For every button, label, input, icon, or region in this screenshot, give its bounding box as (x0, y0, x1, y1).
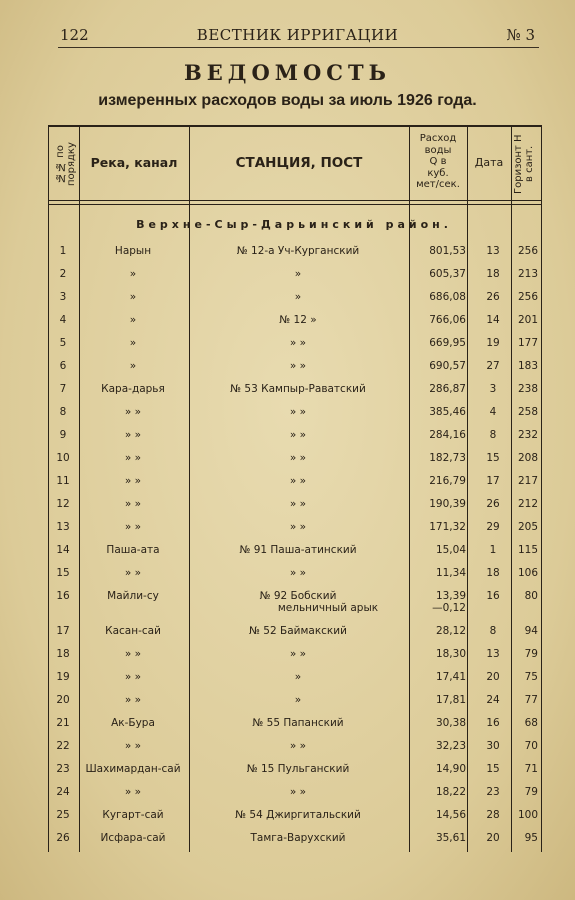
table-row (48, 539, 540, 562)
row-horizon: 68 (524, 717, 538, 729)
row-number: 15 (56, 567, 70, 579)
row-river: Шахимардан-сай (85, 763, 181, 775)
row-river: » » (124, 498, 142, 510)
row-discharge: 182,73 (429, 452, 466, 464)
row-number: 13 (56, 521, 70, 533)
row-station: » (294, 268, 302, 280)
header-station: СТАНЦИЯ, ПОСТ (235, 155, 363, 171)
table-row (48, 620, 540, 643)
row-date: 15 (486, 763, 500, 775)
row-station: № 53 Кампыр-Раватский (230, 383, 366, 395)
row-horizon: 201 (517, 314, 538, 326)
row-number: 11 (56, 475, 70, 487)
row-number: 9 (59, 429, 67, 441)
row-discharge: 801,53 (429, 245, 466, 257)
row-horizon: 256 (517, 245, 538, 257)
row-date: 26 (486, 291, 500, 303)
row-horizon: 70 (524, 740, 538, 752)
header-divider (49, 200, 541, 201)
row-station: » » (289, 475, 307, 487)
row-number: 8 (59, 406, 67, 418)
header-discharge-line: Расход (419, 133, 457, 144)
header-discharge (409, 133, 467, 191)
header-horizon: Горизонт Н в сант. (513, 134, 535, 194)
row-station: » » (289, 360, 307, 372)
row-discharge-line: —0,12 (432, 602, 466, 614)
table-row (48, 666, 540, 689)
header-river: Река, канал (90, 155, 178, 170)
row-horizon: 256 (517, 291, 538, 303)
row-horizon: 106 (517, 567, 538, 579)
row-number: 2 (59, 268, 67, 280)
row-discharge: 11,34 (435, 567, 466, 579)
row-river: Майли-су (107, 590, 159, 602)
row-number: 12 (56, 498, 70, 510)
header-discharge-line: куб. (427, 167, 449, 179)
row-number: 24 (56, 786, 70, 798)
row-number: 26 (56, 832, 70, 844)
row-river: » » (124, 786, 142, 798)
row-horizon: 75 (524, 671, 538, 683)
row-date: 16 (486, 717, 500, 729)
district-heading: Верхне-Сыр-Дарьинский район. (136, 218, 452, 231)
row-river: Кара-дарья (101, 383, 165, 395)
header-num: №№ по порядку (55, 142, 77, 186)
row-river: » (129, 360, 137, 372)
row-date: 30 (486, 740, 500, 752)
row-station-line: мельничный арык (277, 602, 379, 614)
row-station: № 52 Баймакский (249, 625, 347, 637)
row-river: » (129, 268, 137, 280)
row-number: 7 (59, 383, 67, 395)
row-horizon: 71 (524, 763, 538, 775)
row-date: 17 (486, 475, 500, 487)
row-number: 4 (59, 314, 67, 326)
row-station: № 12-а Уч-Курганский (236, 245, 360, 257)
row-discharge: 18,22 (435, 786, 466, 798)
row-river: » » (124, 567, 142, 579)
page-subtitle: измеренных расходов воды за июль 1926 года. (98, 92, 477, 109)
row-river: » (129, 314, 137, 326)
header-rule (58, 47, 539, 48)
row-river: Ак-Бура (111, 717, 155, 729)
row-number: 6 (59, 360, 67, 372)
row-discharge: 28,12 (435, 625, 466, 637)
row-river: Кугарт-сай (102, 809, 164, 821)
row-station: № 12 » (279, 314, 317, 326)
row-number: 22 (56, 740, 70, 752)
row-date: 1 (489, 544, 497, 556)
row-horizon: 258 (517, 406, 538, 418)
row-horizon: 177 (517, 337, 538, 349)
row-horizon: 205 (517, 521, 538, 533)
page-number: 122 (60, 26, 89, 44)
row-number: 19 (56, 671, 70, 683)
row-station: » » (289, 786, 307, 798)
row-date: 28 (486, 809, 500, 821)
table-row (48, 804, 540, 827)
row-date: 27 (486, 360, 500, 372)
row-discharge: 17,41 (435, 671, 466, 683)
row-station: » » (289, 406, 307, 418)
row-horizon: 100 (517, 809, 538, 821)
row-station-line: № 92 Бобский (259, 590, 337, 602)
row-date: 8 (489, 429, 497, 441)
row-number: 18 (56, 648, 70, 660)
row-discharge-line: 13,39 (435, 590, 466, 602)
table-row (48, 355, 540, 378)
row-number: 25 (56, 809, 70, 821)
row-horizon: 213 (517, 268, 538, 280)
row-river: » » (124, 648, 142, 660)
row-date: 19 (486, 337, 500, 349)
table-row (48, 758, 540, 781)
row-date: 24 (486, 694, 500, 706)
row-discharge: 284,16 (429, 429, 466, 441)
row-station: » (294, 671, 302, 683)
row-number: 23 (56, 763, 70, 775)
table-row (48, 643, 540, 666)
table-row (48, 493, 540, 516)
row-date: 20 (486, 832, 500, 844)
row-discharge: 35,61 (435, 832, 466, 844)
table-row (48, 585, 540, 621)
row-discharge: 190,39 (429, 498, 466, 510)
row-date: 16 (486, 590, 500, 602)
row-discharge: 171,32 (429, 521, 466, 533)
table-row (48, 781, 540, 804)
row-discharge: 605,37 (429, 268, 466, 280)
row-station: » » (289, 498, 307, 510)
row-river: » » (124, 694, 142, 706)
row-discharge: 286,87 (429, 383, 466, 395)
row-date: 15 (486, 452, 500, 464)
row-horizon: 94 (524, 625, 538, 637)
row-horizon: 232 (517, 429, 538, 441)
row-discharge: 690,57 (429, 360, 466, 372)
row-discharge: 32,23 (435, 740, 466, 752)
row-number: 21 (56, 717, 70, 729)
row-date: 18 (486, 567, 500, 579)
row-river: » » (124, 406, 142, 418)
header-discharge-line: Q в (429, 156, 447, 167)
row-river: » » (124, 740, 142, 752)
row-river: » » (124, 671, 142, 683)
row-date: 23 (486, 786, 500, 798)
table-row (48, 378, 540, 401)
table-row (48, 735, 540, 758)
row-number: 3 (59, 291, 67, 303)
issue-number: № 3 (506, 26, 535, 44)
table-row (48, 286, 540, 309)
row-horizon: 208 (517, 452, 538, 464)
row-discharge: 14,90 (435, 763, 466, 775)
row-station: » » (289, 567, 307, 579)
row-horizon: 183 (517, 360, 538, 372)
table-row (48, 332, 540, 355)
row-date: 20 (486, 671, 500, 683)
row-date: 29 (486, 521, 500, 533)
row-river: » » (124, 429, 142, 441)
row-discharge (408, 590, 466, 614)
row-number: 10 (56, 452, 70, 464)
table-row (48, 240, 540, 263)
row-river: Касан-сай (105, 625, 161, 637)
row-date: 8 (489, 625, 497, 637)
row-station: № 54 Джиргитальский (235, 809, 361, 821)
row-horizon: 79 (524, 648, 538, 660)
table-row (48, 562, 540, 585)
row-date: 13 (486, 648, 500, 660)
row-date: 4 (489, 406, 497, 418)
row-station: » » (289, 521, 307, 533)
row-station: № 91 Паша-атинский (239, 544, 357, 556)
row-river: Исфара-сай (100, 832, 166, 844)
table-row (48, 309, 540, 332)
page-title: ВЕДОМОСТЬ (184, 60, 391, 85)
row-date: 26 (486, 498, 500, 510)
row-number: 16 (56, 590, 70, 602)
table-row (48, 401, 540, 424)
row-river: » (129, 337, 137, 349)
row-station: » » (289, 740, 307, 752)
row-station: » (294, 694, 302, 706)
row-date: 13 (486, 245, 500, 257)
row-discharge: 15,04 (435, 544, 466, 556)
row-station: » » (289, 337, 307, 349)
row-station: № 15 Пульганский (246, 763, 350, 775)
table-row (48, 516, 540, 539)
row-river: » » (124, 475, 142, 487)
row-number: 17 (56, 625, 70, 637)
row-river: » » (124, 452, 142, 464)
row-number: 20 (56, 694, 70, 706)
header-discharge-line: мет/сек. (416, 179, 460, 190)
row-horizon: 238 (517, 383, 538, 395)
table-row (48, 447, 540, 470)
row-horizon: 80 (524, 590, 538, 602)
row-date: 18 (486, 268, 500, 280)
row-river: » (129, 291, 137, 303)
row-river: » » (124, 521, 142, 533)
row-discharge: 17,81 (435, 694, 466, 706)
row-discharge: 686,08 (429, 291, 466, 303)
row-discharge: 14,56 (435, 809, 466, 821)
row-station: Тамга-Варухский (250, 832, 346, 844)
row-station: » (294, 291, 302, 303)
table-row (48, 424, 540, 447)
row-discharge: 18,30 (435, 648, 466, 660)
row-horizon: 95 (524, 832, 538, 844)
row-discharge: 669,95 (429, 337, 466, 349)
row-discharge: 385,46 (429, 406, 466, 418)
running-header (60, 26, 535, 46)
row-discharge: 766,06 (429, 314, 466, 326)
header-discharge-line: воды (424, 144, 452, 156)
row-station: » » (289, 429, 307, 441)
header-date: Дата (474, 156, 504, 169)
row-date: 14 (486, 314, 500, 326)
row-date: 3 (489, 383, 497, 395)
table-row (48, 689, 540, 712)
row-station (188, 590, 408, 614)
table-row (48, 470, 540, 493)
table-row (48, 263, 540, 286)
row-horizon: 79 (524, 786, 538, 798)
row-discharge: 30,38 (435, 717, 466, 729)
row-number: 14 (56, 544, 70, 556)
row-number: 1 (59, 245, 67, 257)
row-river: Нарын (114, 245, 152, 257)
journal-title: ВЕСТНИК ИРРИГАЦИИ (196, 26, 399, 44)
row-horizon: 217 (517, 475, 538, 487)
row-station: » » (289, 452, 307, 464)
row-horizon: 115 (517, 544, 538, 556)
header-divider (49, 204, 541, 205)
table-row (48, 827, 540, 850)
row-discharge: 216,79 (429, 475, 466, 487)
row-number: 5 (59, 337, 67, 349)
row-river: Паша-ата (106, 544, 160, 556)
row-station: » » (289, 648, 307, 660)
row-station: № 55 Папанский (252, 717, 344, 729)
table-row (48, 712, 540, 735)
row-horizon: 212 (517, 498, 538, 510)
row-horizon: 77 (524, 694, 538, 706)
